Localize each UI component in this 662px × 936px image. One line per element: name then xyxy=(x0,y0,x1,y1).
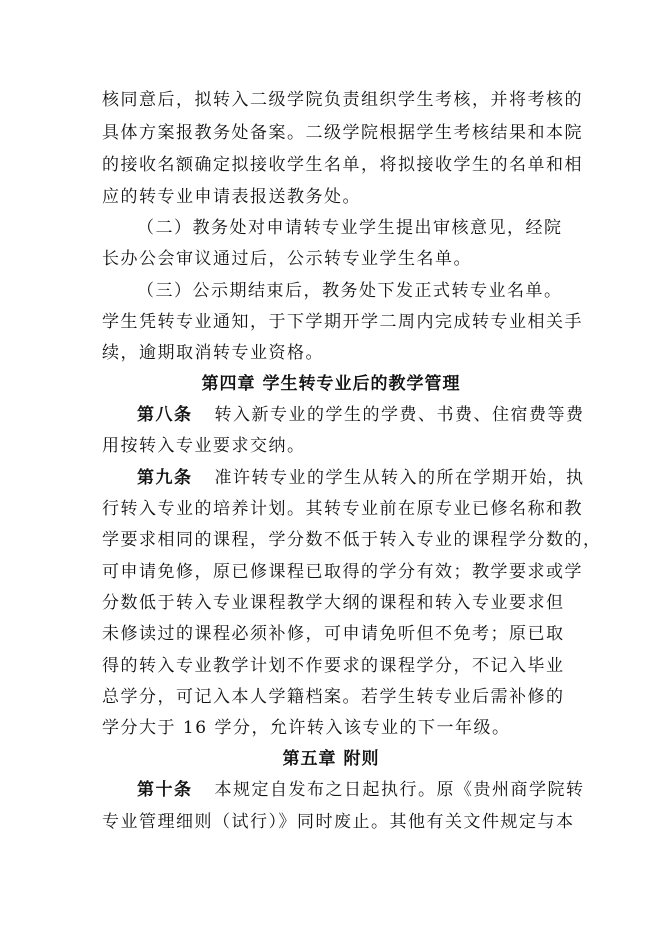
paragraph-line: 应的转专业申请表报送教务处。 xyxy=(102,187,361,207)
article-10-line: 专业管理细则（试行）》同时废止。其他有关文件规定与本 xyxy=(102,812,575,832)
chapter-5-heading: 第五章 附则 xyxy=(282,749,380,769)
item-3-line: 学生凭转专业通知，于下学期开学二周内完成转专业相关手 xyxy=(102,312,583,332)
article-9-line: 得的转入专业教学计划不作要求的课程学分，不记入毕业 xyxy=(102,656,565,676)
article-9-line: 学分大于 16 学分，允许转入该专业的下一年级。 xyxy=(102,718,511,738)
article-10-text: 本规定自发布之日起执行。原《贵州商学院转 xyxy=(214,780,585,800)
item-2-line: （二）教务处对申请转专业学生提出审核意见，经院 xyxy=(137,218,563,238)
article-8-text: 转入新专业的学生的学费、书费、住宿费等费 xyxy=(214,405,585,425)
article-9-line: 可申请免修，原已修课程已取得的学分有效；教学要求或学 xyxy=(102,562,583,582)
chapter-4-heading: 第四章 学生转专业后的教学管理 xyxy=(201,374,461,394)
paragraph-line: 的接收名额确定拟接收学生名单，将拟接收学生的名单和相 xyxy=(102,155,583,175)
article-9-line: 分数低于转入专业课程教学大纲的课程和转入专业要求但 xyxy=(102,593,565,613)
article-9-text: 准许转专业的学生从转入的所在学期开始，执 xyxy=(214,468,585,488)
article-10-line xyxy=(137,779,607,801)
article-10-label: 第十条 xyxy=(137,780,193,800)
article-9-line: 学要求相同的课程，学分数不低于转入专业的课程学分数的， xyxy=(102,530,602,550)
item-2-line: 长办公会审议通过后，公示转专业学生名单。 xyxy=(102,249,472,269)
paragraph-line: 具体方案报教务处备案。二级学院根据学生考核结果和本院 xyxy=(102,123,583,143)
article-9-line: 总学分，可记入本人学籍档案。若学生转专业后需补修的 xyxy=(102,687,565,707)
paragraph-line: 核同意后，拟转入二级学院负责组织学生考核，并将考核的 xyxy=(102,90,583,110)
article-9-label: 第九条 xyxy=(137,468,193,488)
article-9-line xyxy=(137,467,607,489)
item-3-line: （三）公示期结束后，教务处下发正式转专业名单。 xyxy=(137,281,563,301)
article-8-line: 用按转入专业要求交纳。 xyxy=(102,436,306,456)
article-8-line xyxy=(137,404,607,426)
item-3-line: 续，逾期取消转专业资格。 xyxy=(102,343,324,363)
article-9-line: 行转入专业的培养计划。其转专业前在原专业已修名称和教 xyxy=(102,499,583,519)
article-8-label: 第八条 xyxy=(137,405,193,425)
article-9-line: 未修读过的课程必须补修，可申请免听但不免考；原已取 xyxy=(102,624,565,644)
